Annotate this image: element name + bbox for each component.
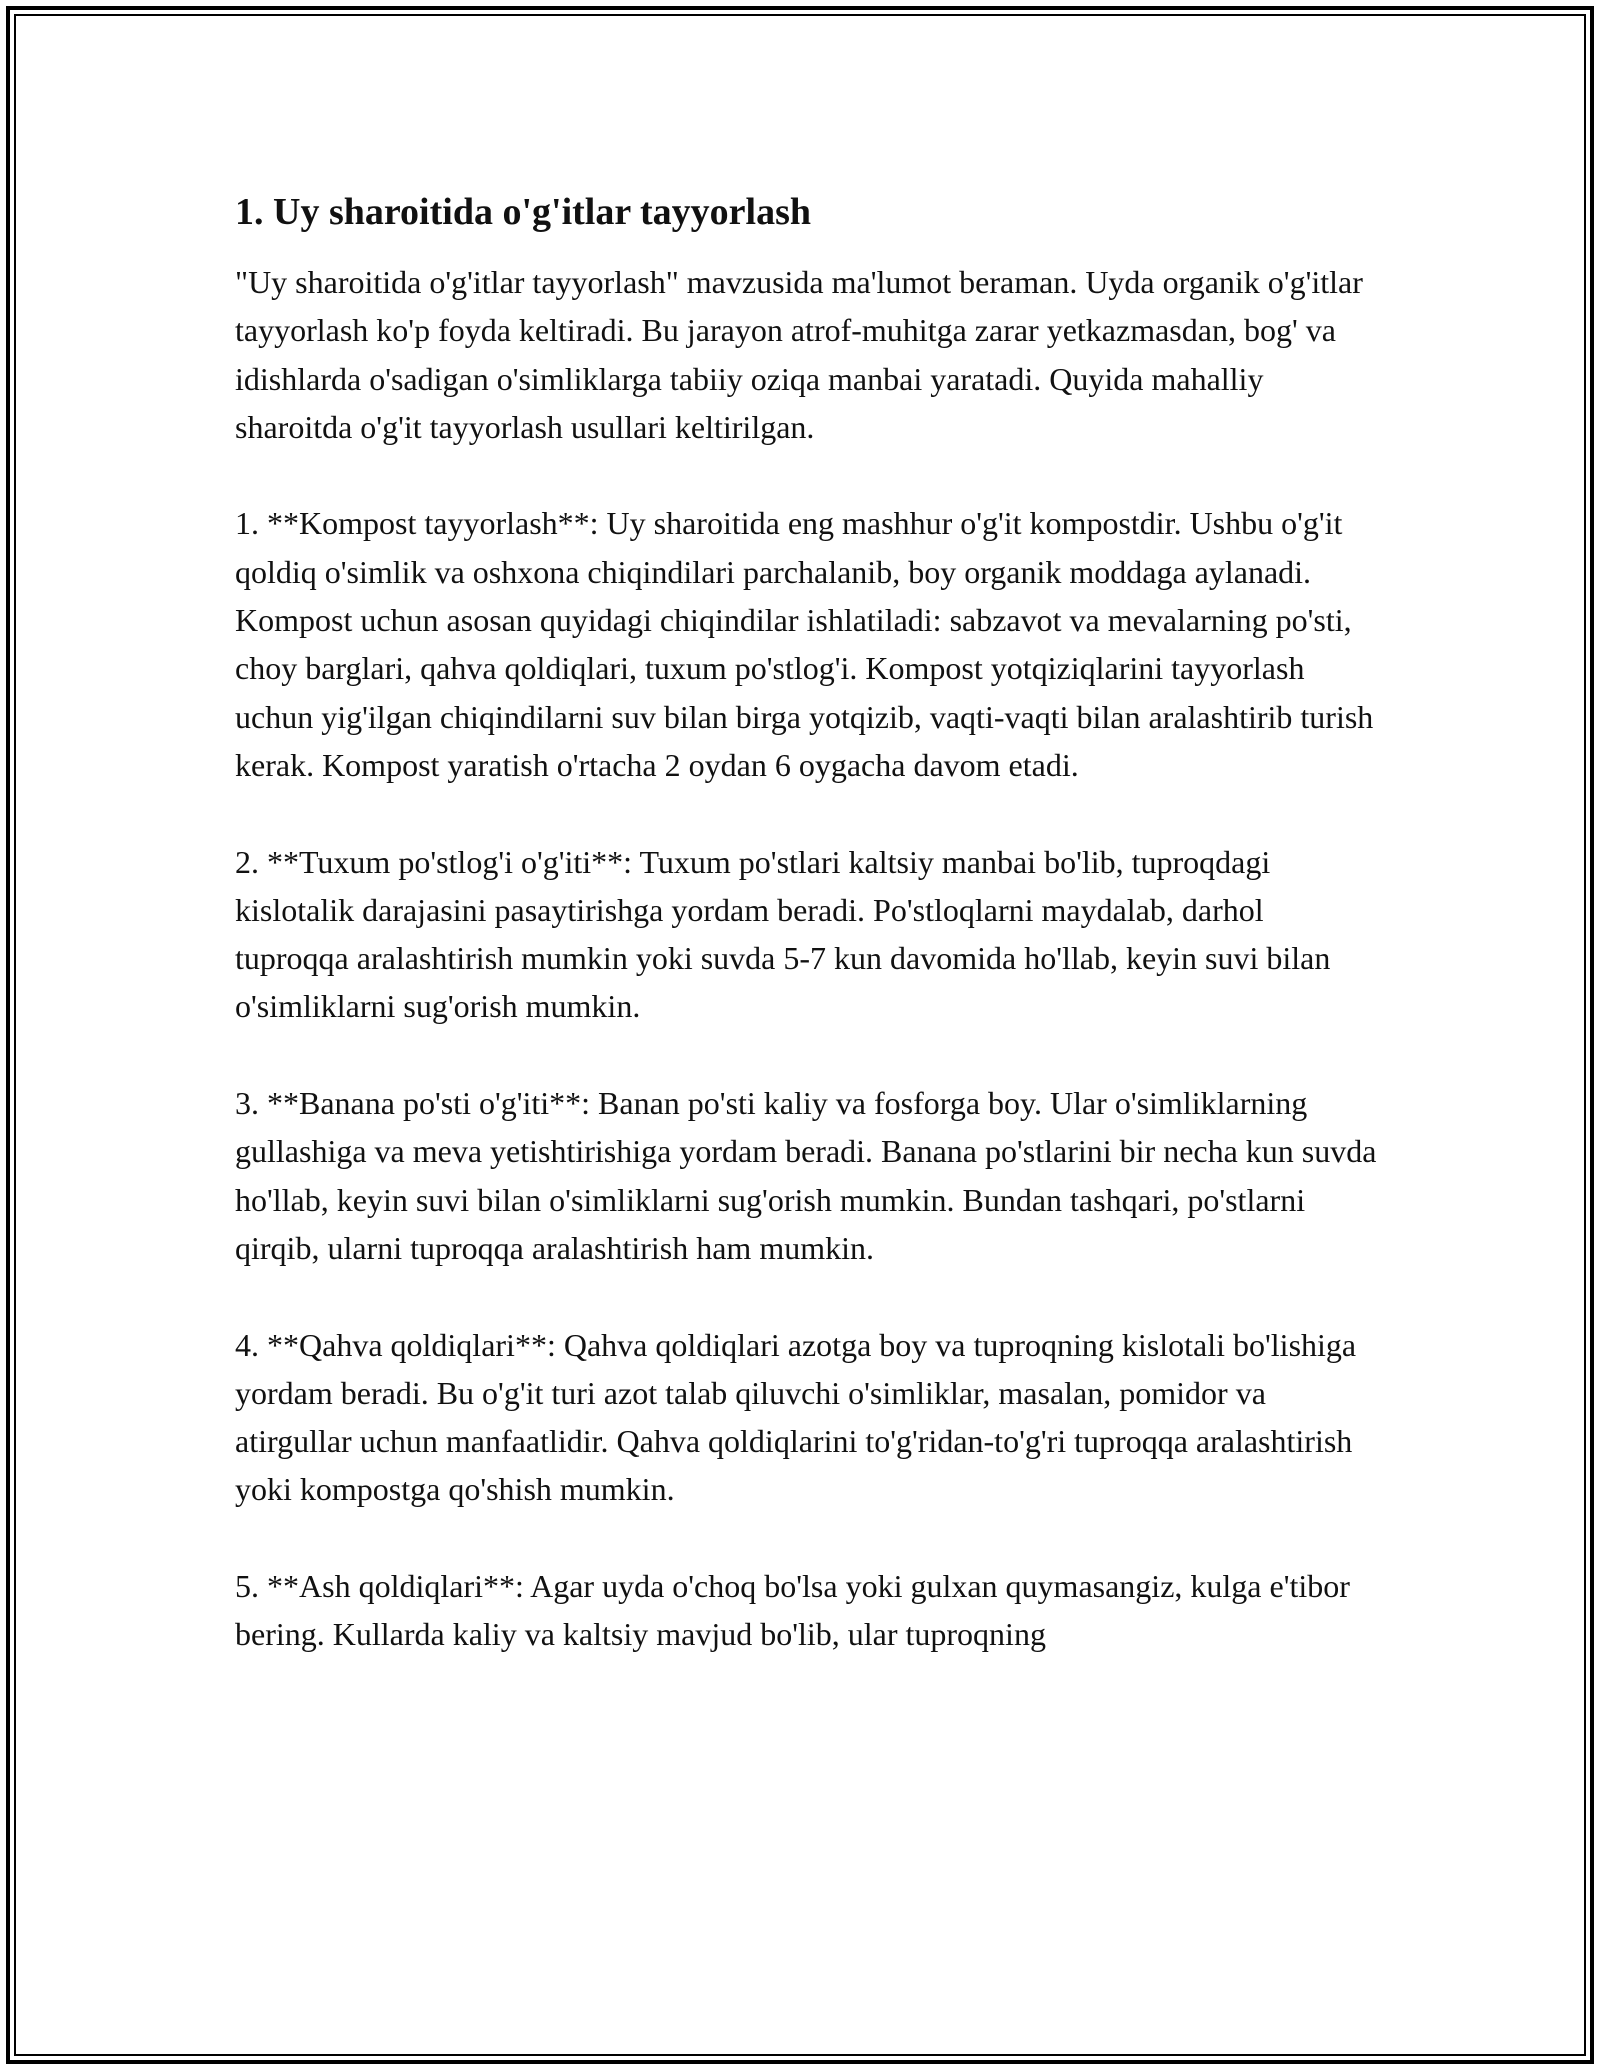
paragraph-banana-peel: 3. **Banana po'sti o'g'iti**: Banan po'sti kaliy va fosforga boy. Ular o'simliklarning gullashiga va meva yetishtirishiga yordam beradi. Banana po'stlarini bir necha kun suvda ho'llab, keyin suvi bilan o'simliklarni sug'orish mumkin. Bundan tashqari, po'stlarni qirqib, ularni tuproqqa aralashtirish ham mumkin. [235, 1085, 1377, 1266]
paragraph-eggshell: 2. **Tuxum po'stlog'i o'g'iti**: Tuxum po'stlari kaltsiy manbai bo'lib, tuproqdagi kislotalik darajasini pasaytirishga yordam beradi. Po'stloqlarni maydalab, darhol tuproqqa aralashtirish mumkin yoki suvda 5-7 kun davomida ho'llab, keyin suvi bilan o'simliklarni sug'orish mumkin. [235, 843, 1331, 1025]
paragraph-coffee-grounds: 4. **Qahva qoldiqlari**: Qahva qoldiqlari azotga boy va tuproqning kislotali bo'lishiga yordam beradi. Bu o'g'it turi azot talab qiluvchi o'simliklar, masalan, pomidor va atirgullar uchun manfaatlidir. Qahva qoldiqlarini to'g'ridan-to'g'ri tuproqqa aralashtirish yoki kompostga qo'shish mumkin. [235, 1326, 1357, 1508]
document-body [235, 186, 1385, 1707]
intro-paragraph: "Uy sharoitida o'g'itlar tayyorlash" mavzusida ma'lumot beraman. Uyda organik o'g'itlar tayyorlash ko'p foyda keltiradi. Bu jarayon atrof-muhitga zarar yetkazmasdan, bog' va idishlarda o'sadigan o'simliklarga tabiiy oziqa manbai yaratadi. Quyida mahalliy sharoitda o'g'it tayyorlash usullari keltirilgan. [235, 264, 1363, 445]
document-title: 1. Uy sharoitida o'g'itlar tayyorlash [235, 191, 812, 233]
paragraph-ash: 5. **Ash qoldiqlari**: Agar uyda o'choq bo'lsa yoki gulxan quymasangiz, kulga e'tibor bering. Kullarda kaliy va kaltsiy mavjud bo'lib, ular tuproqning [235, 1568, 1350, 1653]
paragraph-compost: 1. **Kompost tayyorlash**: Uy sharoitida eng mashhur o'g'it kompostdir. Ushbu o'g'it qoldiq o'simlik va oshxona chiqindilari parchalanib, boy organik moddaga aylanadi. Kompost uchun asosan quyidagi chiqindilar ishlatiladi: sabzavot va mevalarning po'sti, choy barglari, qahva qoldiqlari, tuxum po'stlog'i. Kompost yotqiziqlarini tayyorlash uchun yig'ilgan chiqindilarni suv bilan birga yotqizib, vaqti-vaqti bilan aralashtirib turish kerak. Kompost yaratish o'rtacha 2 oydan 6 oygacha davom etadi. [235, 505, 1374, 783]
